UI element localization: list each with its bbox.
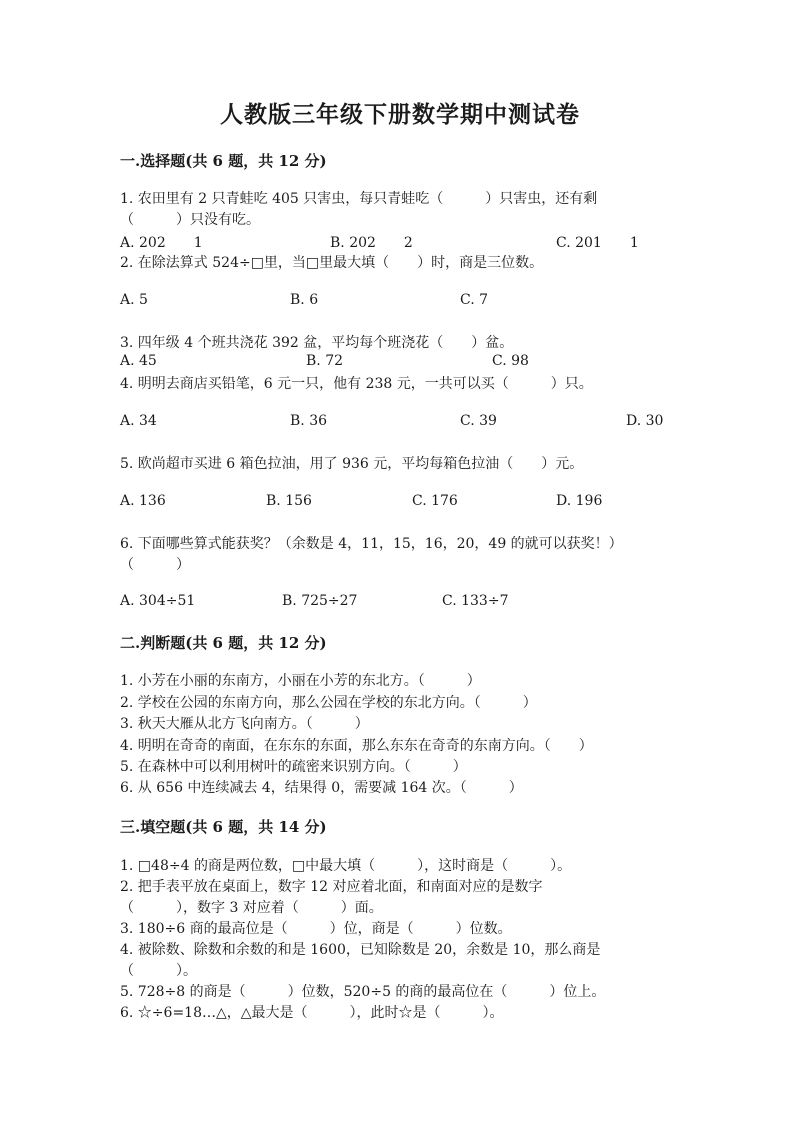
option-c: C. 133÷7 [442,593,509,609]
question-line: 5. 在森林中可以利用树叶的疏密来识别方向。（ ） [120,759,467,775]
section-heading-choice: 一.选择题(共 6 题，共 12 分) [120,152,327,170]
question-line: （ ），数字 3 对应着（ ）面。 [120,900,383,916]
question-line: 4. 明明在奇奇的南面，在东东的东面，那么东东在奇奇的东南方向。（ ） [120,738,593,754]
option-b: B. 72 [306,353,344,369]
question-line: （ ） [120,557,190,573]
question-line: 3. 秋天大雁从北方飞向南方。（ ） [120,716,369,732]
question-line: 5. 欧尚超市买进 6 箱色拉油，用了 936 元，平均每箱色拉油（ ）元。 [120,456,584,472]
option-a: A. 5 [120,292,148,308]
option-d: D. 30 [626,413,664,429]
question-line: 1. 小芳在小丽的东南方，小丽在小芳的东北方。（ ） [120,673,481,689]
option-a: A. 202 1 [120,235,203,251]
option-a: A. 34 [120,413,157,429]
question-line: （ ）只没有吃。 [120,212,260,228]
question-line: 5. 728÷8 的商是（ ）位数，520÷5 的商的最高位在（ ）位上。 [120,984,606,1000]
question-line: 4. 明明去商店买铅笔，6 元一只，他有 238 元，一共可以买（ ）只。 [120,376,593,392]
question-line: 6. 从 656 中连续减去 4，结果得 0，需要减 164 次。（ ） [120,780,523,796]
question-line: （ ）。 [120,963,197,979]
question-line: 6. 下面哪些算式能获奖？（余数是 4，11，15，16，20，49 的就可以获奖！） [120,536,623,552]
section-heading-judgement: 二.判断题(共 6 题，共 12 分) [120,634,327,652]
option-a: A. 304÷51 [120,593,196,609]
option-b: B. 202 2 [330,235,413,251]
option-a: A. 136 [120,493,166,509]
option-b: B. 36 [290,413,328,429]
question-line: 2. 学校在公园的东南方向，那么公园在学校的东北方向。（ ） [120,695,537,711]
option-b: B. 6 [290,292,319,308]
question-line: 1. 农田里有 2 只青蛙吃 405 只害虫，每只青蛙吃（ ）只害虫，还有剩 [120,191,598,207]
option-c: C. 98 [492,353,529,369]
option-d: D. 196 [556,493,603,509]
option-c: C. 7 [460,292,489,308]
option-b: B. 725÷27 [282,593,358,609]
question-line: 1. □48÷4 的商是两位数，□中最大填（ ），这时商是（ ）。 [120,858,572,874]
question-line: 6. ☆÷6=18…△，△最大是（ ），此时☆是（ ）。 [120,1005,504,1021]
option-c: C. 176 [412,493,458,509]
option-a: A. 45 [120,353,157,369]
question-line: 3. 四年级 4 个班共浇花 392 盆，平均每个班浇花（ ）盆。 [120,335,514,351]
section-heading-fill-in: 三.填空题(共 6 题，共 14 分) [120,818,327,836]
question-line: 2. 在除法算式 524÷□里，当□里最大填（ ）时，商是三位数。 [120,255,544,271]
option-b: B. 156 [266,493,312,509]
option-c: C. 201 1 [556,235,639,251]
question-line: 2. 把手表平放在桌面上，数字 12 对应着北面，和南面对应的是数字 [120,879,543,895]
exam-title: 人教版三年级下册数学期中测试卷 [220,101,580,128]
option-c: C. 39 [460,413,497,429]
question-line: 4. 被除数、除数和余数的和是 1600，已知除数是 20，余数是 10，那么商是 [120,942,601,958]
question-line: 3. 180÷6 商的最高位是（ ）位，商是（ ）位数。 [120,921,512,937]
